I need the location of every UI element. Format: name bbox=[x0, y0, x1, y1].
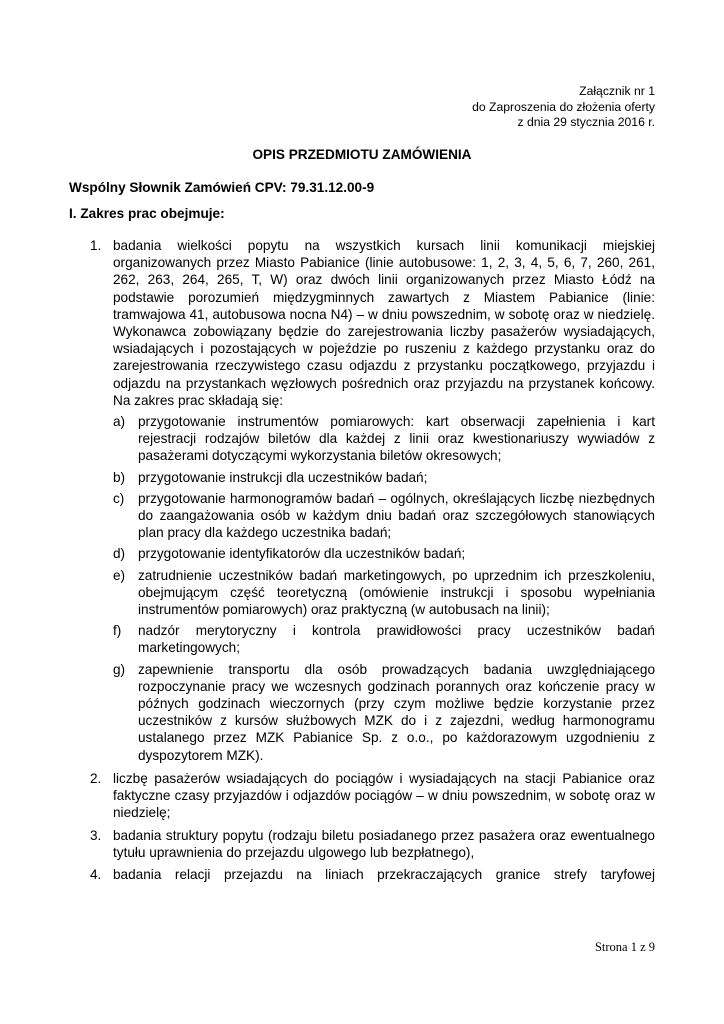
sub-item-letter: d) bbox=[113, 546, 126, 562]
document-body bbox=[69, 237, 655, 888]
sub-item-d bbox=[113, 545, 655, 562]
list-item-4 bbox=[69, 866, 655, 883]
sub-item-letter: c) bbox=[113, 490, 125, 506]
sub-item-text: przygotowanie instrukcji dla uczestników badań; bbox=[138, 469, 428, 485]
page-number: Strona 1 z 9 bbox=[594, 940, 655, 954]
sub-item-text: przygotowanie instrumentów pomiarowych: kart obserwacji zapełnienia i kart rejestracji rodzajów biletów dla każdej z linii oraz kwestionariuszy wywiadów z pasażerami dotyczącymi wykorzystania biletów okresowych; bbox=[138, 414, 655, 464]
list-item-3 bbox=[69, 827, 655, 861]
sub-item-text: zapewnienie transportu dla osób prowadzących badania uwzględniającego rozpoczynanie pracy we wczesnych godzinach porannych oraz kończenie pracy w późnych godzinach wieczornych (przy czym możliwe będzie korzystanie przez uczestników z kursów służbowych MZK do i z zajezdni, według harmonogramu ustalanego przez MZK Pabianice Sp. z o.o., po każdorazowym uzgodnieniu z dyspozytorem MZK). bbox=[138, 661, 655, 763]
annex-header bbox=[472, 84, 655, 131]
sub-item-text: przygotowanie harmonogramów badań – ogólnych, określających liczbę niezbędnych do zaangażowania osób w każdym dniu badań oraz szczegółowych stanowiących plan pracy dla każdego uczestnika badań; bbox=[138, 490, 655, 541]
annex-line-2: do Zaproszenia do złożenia oferty bbox=[472, 99, 655, 114]
sub-item-letter: b) bbox=[113, 469, 126, 485]
sub-item-e bbox=[113, 567, 655, 619]
sub-item-text: nadzór merytoryczny i kontrola prawidłowości pracy uczestników badań marketingowych; bbox=[138, 623, 655, 656]
sub-item-letter: e) bbox=[113, 567, 126, 583]
sub-item-text: zatrudnienie uczestników badań marketingowych, po uprzednim ich przeszkoleniu, obejmującym część teoretyczną (omówienie instrukcji i sposobu wypełniania instrumentów pomiarowych) oraz praktyczną (w autobusach na linii); bbox=[138, 567, 655, 618]
sub-item-c bbox=[113, 490, 655, 542]
list-item-text: badania wielkości popytu na wszystkich kursach linii komunikacji miejskiej organizowanych przez Miasto Pabianice (linie autobusowe: 1, 2, 3, 4, 5, 6, 7, 260, 261, 262, 263, 264, 265, T, W) oraz dwóch linii organizowanych przez Miasto Łódź na podstawie porozumień międzygminnych zawartych z Miastem Pabianice (linie: tramwajowa 41, autobusowa nocna N4) – w dniu powszednim, w sobotę oraz w niedzielę. Wykonawca zobowiązany będzie do zarejestrowania liczby pasażerów wysiadających, wsiadających i pozostających w pojeździe po ruszeniu z każdego przystanku oraz do zarejestrowania rzeczywistego czasu odjazdu z przystanku początkowego, przyjazdu i odjazdu na przystankach węzłowych pośrednich oraz przyjazdu na przystanek końcowy. Na zakres prac składają się: bbox=[113, 238, 655, 408]
sub-item-f bbox=[113, 622, 655, 656]
annex-line-3: z dnia 29 stycznia 2016 r. bbox=[517, 115, 655, 129]
section-heading: I. Zakres prac obejmuje: bbox=[69, 206, 225, 221]
list-item-text: badania struktury popytu (rodzaju biletu posiadanego przez pasażera oraz ewentualnego tytułu uprawnienia do przejazdu ulgowego lub bezpłatnego), bbox=[113, 827, 655, 860]
list-item-2 bbox=[69, 770, 655, 822]
cpv-line: Wspólny Słownik Zamówień CPV: 79.31.12.00-9 bbox=[69, 180, 375, 195]
sub-item-letter: a) bbox=[113, 414, 126, 430]
list-item-number: 4. bbox=[90, 866, 102, 882]
sub-item-a bbox=[113, 413, 655, 465]
sub-item-b bbox=[113, 469, 655, 486]
sub-item-letter: f) bbox=[113, 623, 122, 639]
sub-item-text: przygotowanie identyfikatorów dla uczestników badań; bbox=[138, 546, 466, 562]
list-item-1 bbox=[69, 237, 655, 764]
sub-item-g bbox=[113, 661, 655, 764]
list-item-text: badania relacji przejazdu na liniach przekraczających granice strefy taryfowej bbox=[113, 866, 655, 882]
list-item-text: liczbę pasażerów wsiadających do pociągów i wysiadających na stacji Pabianice oraz faktyczne czasy przyjazdów i odjazdów pociągów – w dniu powszednim, w sobotę oraz w niedzielę; bbox=[113, 770, 655, 821]
list-item-number: 1. bbox=[90, 238, 102, 253]
list-item-number: 3. bbox=[90, 827, 102, 843]
page-title: OPIS PRZEDMIOTU ZAMÓWIENIA bbox=[252, 147, 472, 162]
list-item-number: 2. bbox=[90, 770, 102, 786]
sub-item-letter: g) bbox=[113, 661, 126, 677]
annex-line-1: Załącznik nr 1 bbox=[579, 84, 655, 98]
